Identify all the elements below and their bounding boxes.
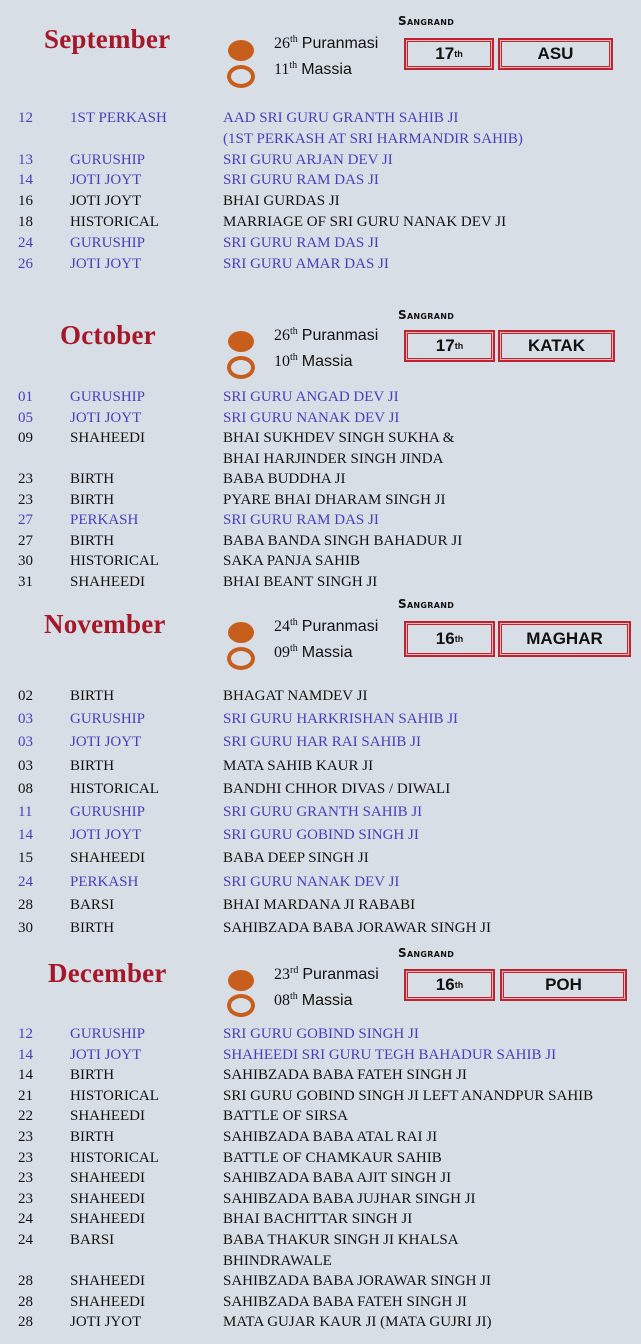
event-day: 02 bbox=[18, 688, 33, 704]
event-description: BABA BANDA SINGH BAHADUR JI bbox=[223, 532, 463, 549]
event-type: SHAHEEDI bbox=[70, 1190, 145, 1207]
sangrand-month: KATAK bbox=[528, 336, 585, 355]
event-type: BIRTH bbox=[70, 1129, 115, 1145]
sangrand-day-box: 17 th bbox=[404, 38, 494, 70]
event-type: SHAHEEDI bbox=[70, 1211, 145, 1228]
event-day: 11 bbox=[18, 804, 33, 820]
month-header bbox=[0, 583, 641, 673]
massia-suffix: th bbox=[289, 60, 298, 71]
event-day: 12 bbox=[18, 1026, 33, 1042]
event-description: PYARE BHAI DHARAM SINGH JI bbox=[223, 491, 446, 508]
event-type: BARSI bbox=[70, 1232, 115, 1248]
event-description: SRI GURU NANAK DEV JI bbox=[223, 873, 400, 890]
event-day: 08 bbox=[18, 780, 33, 797]
full-moon-icon bbox=[228, 331, 254, 352]
event-day: 24 bbox=[18, 1211, 33, 1228]
event-type: GURUSHIP bbox=[70, 234, 146, 251]
event-description: SAHIBZADA BABA JORAWAR SINGH JI bbox=[223, 920, 491, 936]
sangrand-month-box bbox=[498, 38, 613, 70]
event-description: SRI GURU HARKRISHAN SAHIB JI bbox=[223, 711, 459, 728]
sangrand-day-box: 17 th bbox=[404, 330, 495, 362]
month-header bbox=[0, 294, 641, 384]
puranmasi-label: Puranmasi bbox=[302, 966, 379, 983]
sangrand-month: POH bbox=[545, 975, 582, 994]
puranmasi-day: 23 bbox=[274, 966, 290, 983]
full-moon-icon bbox=[228, 970, 254, 991]
month-header bbox=[0, 932, 641, 1022]
massia-date bbox=[274, 992, 352, 1010]
event-type: HISTORICAL bbox=[70, 1087, 159, 1104]
puranmasi-day: 26 bbox=[274, 327, 290, 344]
event-type: HISTORICAL bbox=[70, 780, 159, 797]
event-day: 14 bbox=[18, 1046, 33, 1063]
event-description: SAHIBZADA BABA JUJHAR SINGH JI bbox=[223, 1190, 476, 1207]
event-description: SRI GURU GRANTH SAHIB JI bbox=[223, 804, 423, 820]
event-type: SHAHEEDI bbox=[70, 430, 145, 446]
event-day: 23 bbox=[18, 1129, 33, 1145]
event-description: BHINDRAWALE bbox=[223, 1252, 332, 1269]
puranmasi-label: Puranmasi bbox=[301, 35, 379, 52]
event-description: SAHIBZADA BABA JORAWAR SINGH JI bbox=[223, 1273, 491, 1290]
event-day: 31 bbox=[18, 573, 33, 590]
month-section bbox=[0, 583, 641, 936]
month-title: November bbox=[44, 609, 166, 639]
event-description: SAHIBZADA BABA FATEH SINGH JI bbox=[223, 1067, 467, 1084]
event-type: GURUSHIP bbox=[70, 804, 146, 820]
month-section bbox=[0, 932, 641, 1331]
sangrand-month: ASU bbox=[537, 44, 574, 63]
event-day: 24 bbox=[18, 234, 33, 251]
month-title: September bbox=[44, 24, 171, 54]
puranmasi-suffix: th bbox=[290, 326, 298, 337]
event-description: SAKA PANJA SAHIB bbox=[223, 553, 360, 569]
event-description: BABA DEEP SINGH JI bbox=[223, 850, 369, 867]
event-type: BIRTH bbox=[70, 1067, 115, 1084]
event-day: 03 bbox=[18, 734, 33, 751]
event-day: 05 bbox=[18, 409, 33, 426]
event-type: JOTI JOYT bbox=[70, 1046, 142, 1063]
event-day: 01 bbox=[18, 389, 33, 405]
event-type: HISTORICAL bbox=[70, 1149, 159, 1166]
massia-date bbox=[274, 644, 352, 662]
event-day: 18 bbox=[18, 214, 33, 230]
event-description: BHAI BACHITTAR SINGH JI bbox=[223, 1211, 413, 1228]
event-type: BIRTH bbox=[70, 920, 115, 936]
event-type: JOTI JOYT bbox=[70, 172, 142, 189]
new-moon-icon bbox=[227, 356, 255, 379]
event-type: JOTI JOYT bbox=[70, 409, 142, 426]
event-type: HISTORICAL bbox=[70, 214, 159, 230]
event-description: MARRIAGE OF SRI GURU NANAK DEV JI bbox=[223, 214, 507, 230]
new-moon-icon bbox=[227, 994, 255, 1017]
event-description: SRI GURU RAM DAS JI bbox=[223, 512, 379, 528]
event-day: 26 bbox=[18, 255, 33, 272]
event-day: 23 bbox=[18, 1170, 33, 1187]
event-type: SHAHEEDI bbox=[70, 1273, 145, 1290]
event-type: GURUSHIP bbox=[70, 389, 146, 405]
sangrand-month-box bbox=[500, 969, 627, 1001]
sangrand-label: Sangrand bbox=[398, 14, 455, 28]
puranmasi-suffix: th bbox=[290, 34, 298, 45]
event-description: SRI GURU RAM DAS JI bbox=[223, 234, 379, 251]
event-day: 28 bbox=[18, 896, 33, 913]
puranmasi-label: Puranmasi bbox=[301, 327, 379, 344]
event-type: GURUSHIP bbox=[70, 151, 146, 168]
event-day: 23 bbox=[18, 1190, 33, 1207]
puranmasi-date bbox=[274, 618, 378, 636]
event-day: 03 bbox=[18, 711, 33, 728]
event-description: SRI GURU RAM DAS JI bbox=[223, 172, 379, 189]
event-day: 28 bbox=[18, 1293, 33, 1310]
puranmasi-date bbox=[274, 327, 378, 345]
event-description: SAHIBZADA BABA FATEH SINGH JI bbox=[223, 1293, 467, 1310]
event-day: 27 bbox=[18, 512, 33, 528]
sangrand-month-box bbox=[498, 330, 615, 362]
event-description: SRI GURU HAR RAI SAHIB JI bbox=[223, 734, 421, 751]
event-day: 30 bbox=[18, 553, 33, 569]
event-description: BATTLE OF CHAMKAUR SAHIB bbox=[223, 1149, 442, 1166]
event-day: 28 bbox=[18, 1273, 33, 1290]
event-description: (1ST PERKASH AT SRI HARMANDIR SAHIB) bbox=[223, 130, 523, 147]
massia-day: 09 bbox=[274, 644, 290, 661]
massia-label: Massia bbox=[301, 61, 352, 78]
event-type: HISTORICAL bbox=[70, 553, 159, 569]
massia-suffix: th bbox=[290, 643, 298, 654]
sangrand-label: Sangrand bbox=[398, 308, 455, 322]
massia-suffix: th bbox=[290, 352, 298, 363]
event-description: BHAI GURDAS JI bbox=[223, 193, 340, 210]
event-type: BARSI bbox=[70, 896, 115, 913]
sangrand-label: Sangrand bbox=[398, 946, 455, 960]
event-day: 21 bbox=[18, 1087, 33, 1104]
event-day: 23 bbox=[18, 471, 33, 487]
sangrand-label: Sangrand bbox=[398, 597, 455, 611]
event-description: SRI GURU NANAK DEV JI bbox=[223, 409, 400, 426]
event-type: BIRTH bbox=[70, 491, 115, 508]
event-description: BANDHI CHHOR DIVAS / DIWALI bbox=[223, 780, 451, 797]
puranmasi-date bbox=[274, 35, 378, 53]
event-type: JOTI JOYT bbox=[70, 193, 142, 210]
sangrand-month-box bbox=[498, 621, 631, 657]
event-day: 30 bbox=[18, 920, 33, 936]
massia-day: 11 bbox=[274, 61, 290, 78]
massia-suffix: th bbox=[290, 991, 298, 1002]
event-day: 24 bbox=[18, 873, 33, 890]
event-description: BHAI SUKHDEV SINGH SUKHA & bbox=[223, 430, 455, 446]
sangrand-day: 16 bbox=[435, 975, 455, 994]
sangrand-day: 17 bbox=[435, 336, 455, 355]
month-title: December bbox=[48, 958, 167, 988]
event-type: SHAHEEDI bbox=[70, 850, 145, 867]
event-day: 23 bbox=[18, 1149, 33, 1166]
event-day: 16 bbox=[18, 193, 33, 210]
event-type: BIRTH bbox=[70, 688, 115, 704]
event-description: SHAHEEDI SRI GURU TEGH BAHADUR SAHIB JI bbox=[223, 1046, 557, 1063]
event-description: BHAGAT NAMDEV JI bbox=[223, 688, 368, 704]
month-section bbox=[0, 0, 641, 272]
event-description: BABA THAKUR SINGH JI KHALSA bbox=[223, 1232, 459, 1248]
event-description: BHAI MARDANA JI RABABI bbox=[223, 896, 416, 913]
sangrand-day: 17 bbox=[435, 44, 455, 63]
event-description: BHAI HARJINDER SINGH JINDA bbox=[223, 450, 444, 467]
event-day: 24 bbox=[18, 1232, 33, 1248]
event-type: BIRTH bbox=[70, 471, 115, 487]
event-day: 28 bbox=[18, 1314, 33, 1331]
massia-label: Massia bbox=[301, 644, 353, 661]
event-day: 14 bbox=[18, 172, 33, 189]
event-day: 12 bbox=[18, 110, 33, 126]
event-description: BABA BUDDHA JI bbox=[223, 471, 346, 487]
massia-label: Massia bbox=[301, 992, 353, 1009]
event-description: SRI GURU GOBIND SINGH JI bbox=[223, 827, 419, 844]
event-type: JOTI JYOT bbox=[70, 1314, 142, 1331]
event-type: SHAHEEDI bbox=[70, 1108, 145, 1125]
puranmasi-suffix: rd bbox=[290, 965, 299, 976]
puranmasi-date bbox=[274, 966, 379, 984]
sangrand-month: MAGHAR bbox=[526, 629, 603, 648]
new-moon-icon bbox=[227, 647, 255, 670]
event-type: JOTI JOYT bbox=[70, 827, 142, 844]
massia-date bbox=[274, 61, 352, 79]
event-day: 13 bbox=[18, 151, 33, 168]
event-description: AAD SRI GURU GRANTH SAHIB JI bbox=[223, 110, 459, 126]
event-description: SRI GURU GOBIND SINGH JI LEFT ANANDPUR SAHIB bbox=[223, 1087, 594, 1104]
event-description: MATA SAHIB KAUR JI bbox=[223, 757, 374, 774]
event-day: 14 bbox=[18, 827, 33, 844]
massia-date bbox=[274, 353, 352, 371]
sangrand-day-box: 16 th bbox=[404, 969, 495, 1001]
full-moon-icon bbox=[228, 622, 254, 643]
event-day: 09 bbox=[18, 430, 33, 446]
event-day: 22 bbox=[18, 1108, 33, 1125]
event-type: JOTI JOYT bbox=[70, 734, 142, 751]
event-type: BIRTH bbox=[70, 532, 115, 549]
event-type: PERKASH bbox=[70, 873, 139, 890]
puranmasi-label: Puranmasi bbox=[301, 618, 379, 635]
full-moon-icon bbox=[228, 40, 254, 61]
event-type: SHAHEEDI bbox=[70, 1293, 145, 1310]
sangrand-day-box: 16 th bbox=[404, 621, 495, 657]
month-section bbox=[0, 294, 641, 590]
event-description: SAHIBZADA BABA AJIT SINGH JI bbox=[223, 1170, 452, 1187]
event-description: SRI GURU ARJAN DEV JI bbox=[223, 151, 393, 168]
event-day: 03 bbox=[18, 757, 33, 774]
puranmasi-day: 24 bbox=[274, 618, 290, 635]
month-header bbox=[0, 0, 641, 90]
event-description: SRI GURU AMAR DAS JI bbox=[223, 255, 389, 272]
event-description: MATA GUJAR KAUR JI (MATA GUJRI JI) bbox=[223, 1314, 492, 1331]
event-type: SHAHEEDI bbox=[70, 1170, 145, 1187]
event-day: 23 bbox=[18, 491, 33, 508]
event-type: BIRTH bbox=[70, 757, 115, 774]
event-type: GURUSHIP bbox=[70, 711, 146, 728]
event-description: SRI GURU GOBIND SINGH JI bbox=[223, 1026, 419, 1042]
puranmasi-suffix: th bbox=[290, 617, 298, 628]
new-moon-icon bbox=[227, 65, 255, 88]
event-type: JOTI JOYT bbox=[70, 255, 142, 272]
massia-label: Massia bbox=[301, 353, 353, 370]
event-day: 27 bbox=[18, 532, 33, 549]
event-type: PERKASH bbox=[70, 512, 139, 528]
massia-day: 08 bbox=[274, 992, 290, 1009]
event-description: SAHIBZADA BABA ATAL RAI JI bbox=[223, 1129, 438, 1145]
event-day: 15 bbox=[18, 850, 33, 867]
massia-day: 10 bbox=[274, 353, 290, 370]
event-type: SHAHEEDI bbox=[70, 573, 145, 590]
month-title: October bbox=[60, 320, 156, 350]
event-day: 14 bbox=[18, 1067, 33, 1084]
sangrand-day: 16 bbox=[435, 629, 455, 648]
puranmasi-day: 26 bbox=[274, 35, 290, 52]
event-description: BHAI BEANT SINGH JI bbox=[223, 573, 378, 590]
event-type: 1ST PERKASH bbox=[70, 110, 167, 126]
event-description: BATTLE OF SIRSA bbox=[223, 1108, 349, 1125]
event-description: SRI GURU ANGAD DEV JI bbox=[223, 389, 399, 405]
event-type: GURUSHIP bbox=[70, 1026, 146, 1042]
